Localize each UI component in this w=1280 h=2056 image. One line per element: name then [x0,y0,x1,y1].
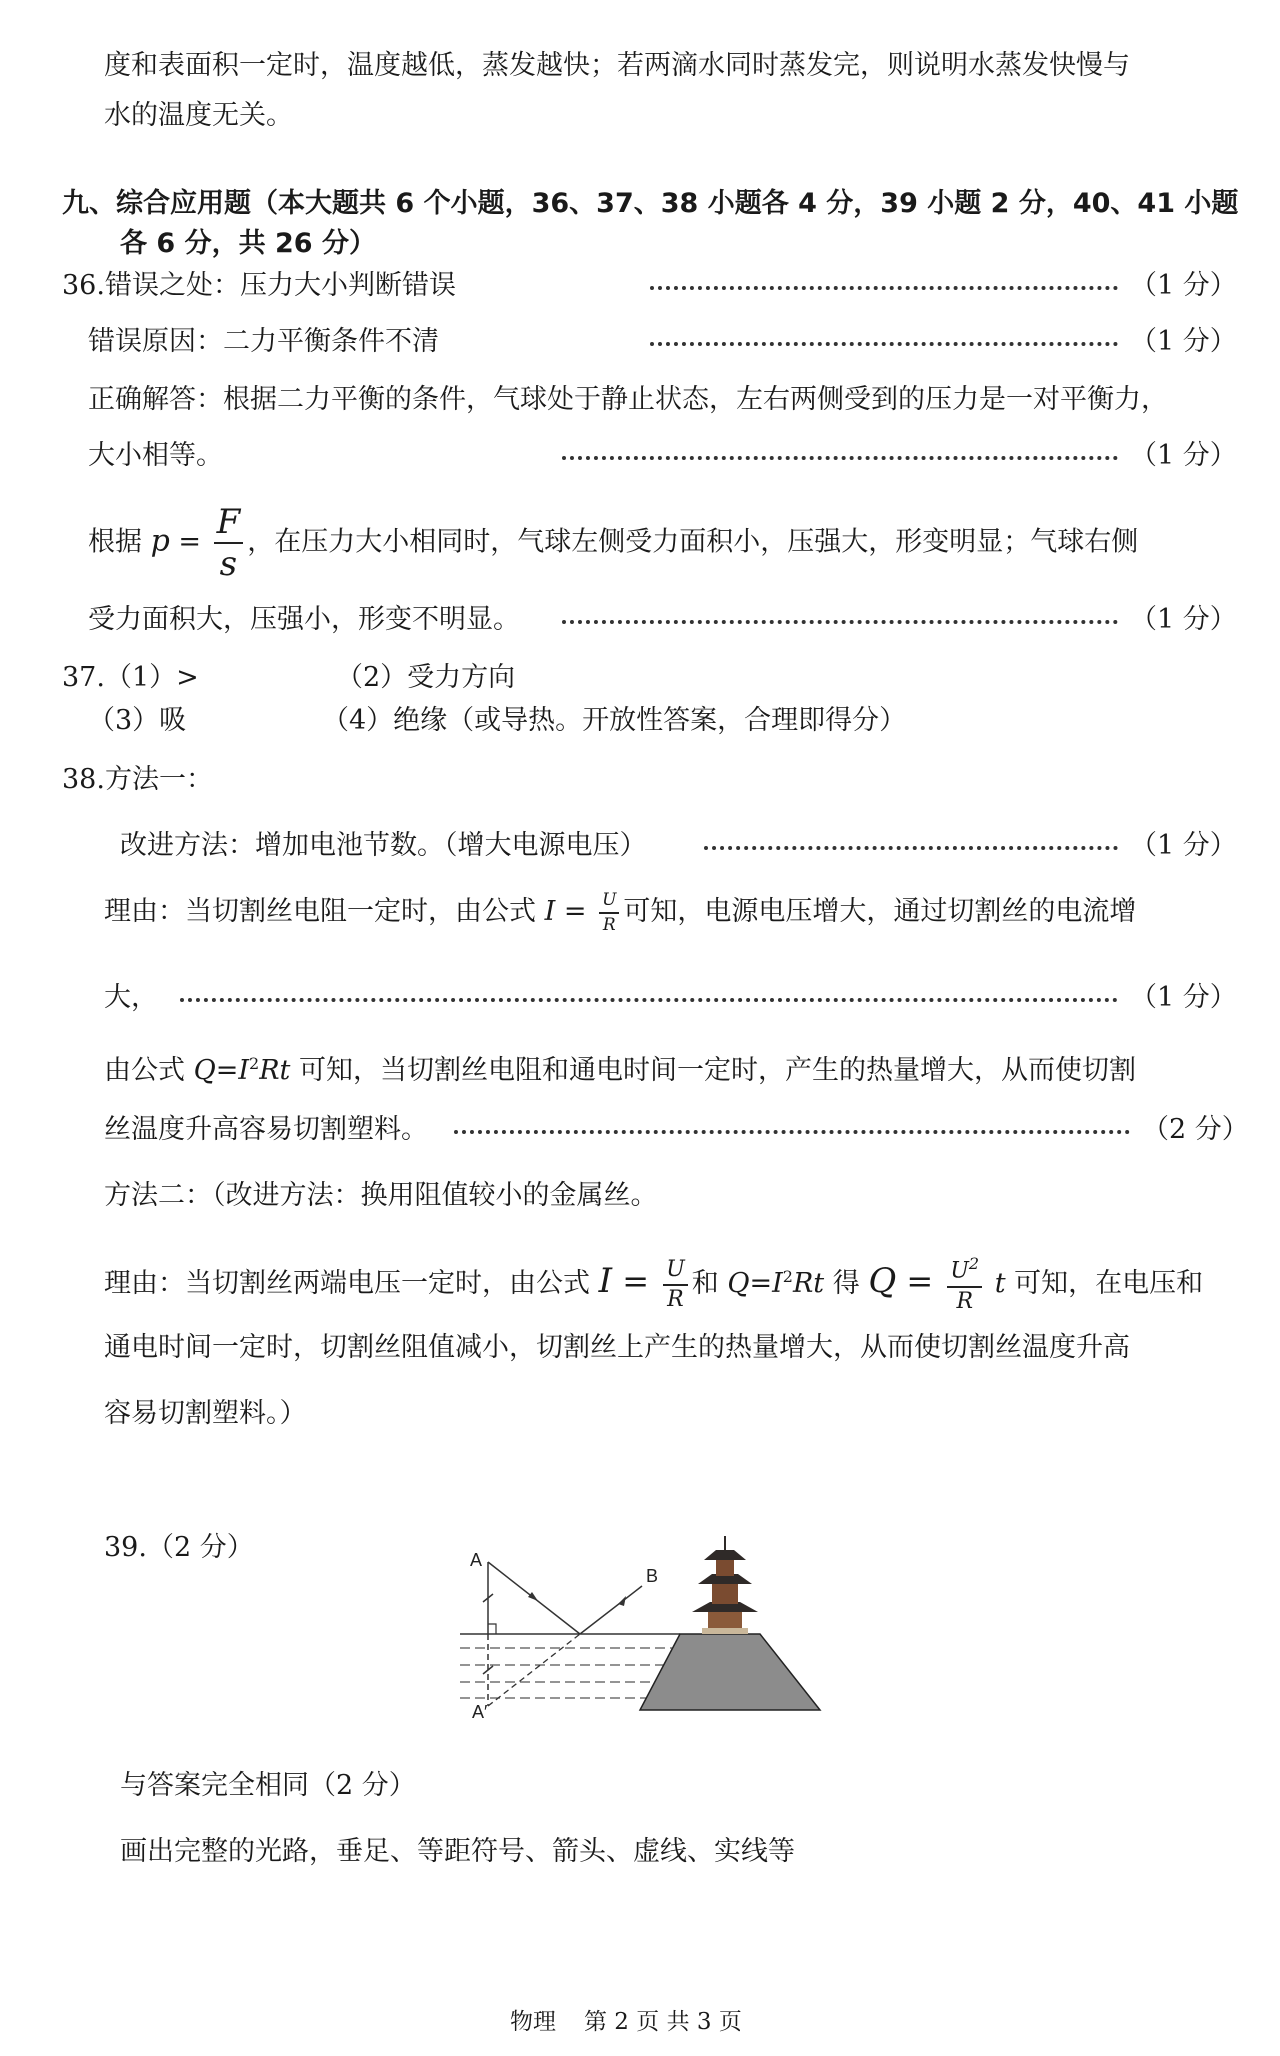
q36-formula-prefix: 根据 [88,526,142,558]
q37-answer-1: 37.（1）> [62,662,199,693]
q38-method-1: 38.方法一： [62,764,213,795]
incident-arrow-icon [528,1592,538,1601]
q38-formula3-square: 2 [968,1254,980,1274]
q38-formula-denominator: R [602,914,616,935]
q36-score-2: （1 分） [1130,326,1237,357]
q38-heat-formula-square: 2 [249,1054,260,1073]
q36-formula-denominator: s [219,544,238,584]
q38-formula3-fraction [947,1256,982,1312]
q36-pressure-formula-line [88,502,1139,584]
q37-answer-4: （4）绝缘（或导热。开放性答案，合理即得分） [322,705,907,736]
q38-reason-2-suffix: 可知，当切割丝电阻和通电时间一定时，产生的热量增大，从而使切割 [299,1055,1136,1086]
label-a-prime: A′ [472,1702,488,1720]
q36-error-location: 36.错误之处：压力大小判断错误 [62,270,456,301]
water-lines [460,1648,672,1698]
q38-formula3-t: t [994,1268,1006,1299]
q36-score-1: （1 分） [1130,270,1237,301]
q36-formula-numerator: F [214,505,244,544]
label-a: A [470,1550,483,1570]
pagoda-icon [692,1536,758,1634]
section-heading-line-1: 九、综合应用题（本大题共 6 个小题，36、37、38 小题各 4 分，39 小题 2 分，40、41 小题 [62,188,1239,219]
q38-heat-formula: Q=I [193,1055,250,1086]
q38-score-1: （1 分） [1130,830,1237,861]
intro-line-1: 度和表面积一定时，温度越低，蒸发越快；若两滴水同时蒸发完，则说明水蒸发快慢与 [104,50,1130,81]
q38-formula2-equals: = [612,1262,660,1300]
q36-correct-answer-line-1: 正确解答：根据二力平衡的条件，气球处于静止状态，左右两侧受到的压力是一对平衡力， [88,384,1168,415]
q38-formula2-denominator: R [667,1286,684,1312]
q36-error-reason: 错误原因：二力平衡条件不清 [88,326,439,357]
q38-formula3-u: U [950,1258,969,1284]
q38-formula3-denominator: R [956,1288,974,1314]
q38-improvement: 改进方法：增加电池节数。（增大电源电压） [120,830,647,861]
q38-formula-I: I [544,896,556,927]
dot-leader [562,456,1118,460]
q38-formula3-numerator [947,1256,982,1287]
reflected-ray [580,1586,642,1634]
q39-note-1: 与答案完全相同（2 分） [120,1770,416,1801]
q38-heat-formula-rt: Rt [259,1055,291,1086]
q38-method-2: 方法二：（改进方法：换用阻值较小的金属丝。 [104,1180,658,1211]
q38-score-2: （1 分） [1130,982,1237,1013]
dot-leader [704,846,1118,850]
q38-reason-3-line-3: 容易切割塑料。） [104,1398,307,1429]
dot-leader [650,342,1118,346]
q38-formula-fraction [599,889,619,935]
label-b: B [646,1566,659,1586]
q38-formula2-I: I [598,1261,613,1301]
dot-leader [562,620,1118,624]
section-heading-line-2: 各 6 分，共 26 分） [120,228,376,259]
q38-formula2-fraction [663,1256,688,1312]
q38-formula3-equals: = [896,1262,944,1300]
q38-reason-3 [104,1242,1203,1319]
q36-formula-p: p [150,523,170,559]
q36-conclusion: 受力面积大，压强小，形变不明显。 [88,604,520,635]
q39-optics-diagram [440,1520,840,1720]
q37-answer-3: （3）吸 [88,705,187,736]
dot-leader [180,998,1118,1002]
q38-formula-numerator: U [599,892,619,914]
dot-leader [650,286,1118,290]
q38-formula3-Q: Q [868,1261,897,1301]
q38-score-3: （2 分） [1142,1114,1249,1145]
platform-shape [640,1634,820,1710]
q36-score-3: （1 分） [1130,440,1237,471]
q38-reason-3-line-2: 通电时间一定时，切割丝阻值减小，切割丝上产生的热量增大，从而使切割丝温度升高 [104,1332,1130,1363]
q38-formula2-numerator: U [663,1259,688,1286]
q38-formula2-heat-rt: Rt [792,1268,825,1299]
q38-reason-3-suffix: 可知，在电压和 [1014,1268,1204,1299]
q38-reason-2-prefix: 由公式 [104,1055,185,1086]
q38-formula2-heat: Q=I [727,1268,783,1299]
q38-reason-3-prefix: 理由：当切割丝两端电压一定时，由公式 [104,1268,590,1299]
footer-subject: 物理 [510,2009,556,2035]
q38-and-word: 和 [691,1268,719,1299]
q38-reason-2-continued: 丝温度升高容易切割塑料。 [104,1114,428,1145]
q38-reason-1 [104,880,1136,944]
intro-line-2: 水的温度无关。 [104,100,293,131]
q39-note-2: 画出完整的光路，垂足、等距符号、箭头、虚线、实线等 [120,1836,795,1867]
dot-leader [454,1130,1130,1134]
q38-reason-2 [104,1046,1136,1089]
q36-score-4: （1 分） [1130,604,1237,635]
q38-reason-1-prefix: 理由：当切割丝电阻一定时，由公式 [104,896,536,927]
right-angle-mark [488,1624,496,1634]
q37-answer-2: （2）受力方向 [336,662,516,693]
q39-label: 39.（2 分） [104,1532,254,1563]
q36-correct-answer-line-2: 大小相等。 [88,440,223,471]
q38-reason-1-suffix: 可知，电源电压增大，通过切割丝的电流增 [623,896,1137,927]
q38-formula2-heat-square: 2 [782,1267,793,1286]
q38-reason-1-continued: 大， [104,982,158,1013]
q36-formula-fraction [214,502,244,584]
virtual-ray [488,1634,580,1706]
q36-formula-suffix: ，在压力大小相同时，气球左侧受力面积小，压强大，形变明显；气球右侧 [247,526,1139,558]
q38-de-word: 得 [832,1268,860,1299]
footer-page-number: 第 2 页 共 3 页 [584,2009,742,2035]
q38-formula-equals: = [555,896,596,927]
q36-formula-equals: = [169,526,210,558]
